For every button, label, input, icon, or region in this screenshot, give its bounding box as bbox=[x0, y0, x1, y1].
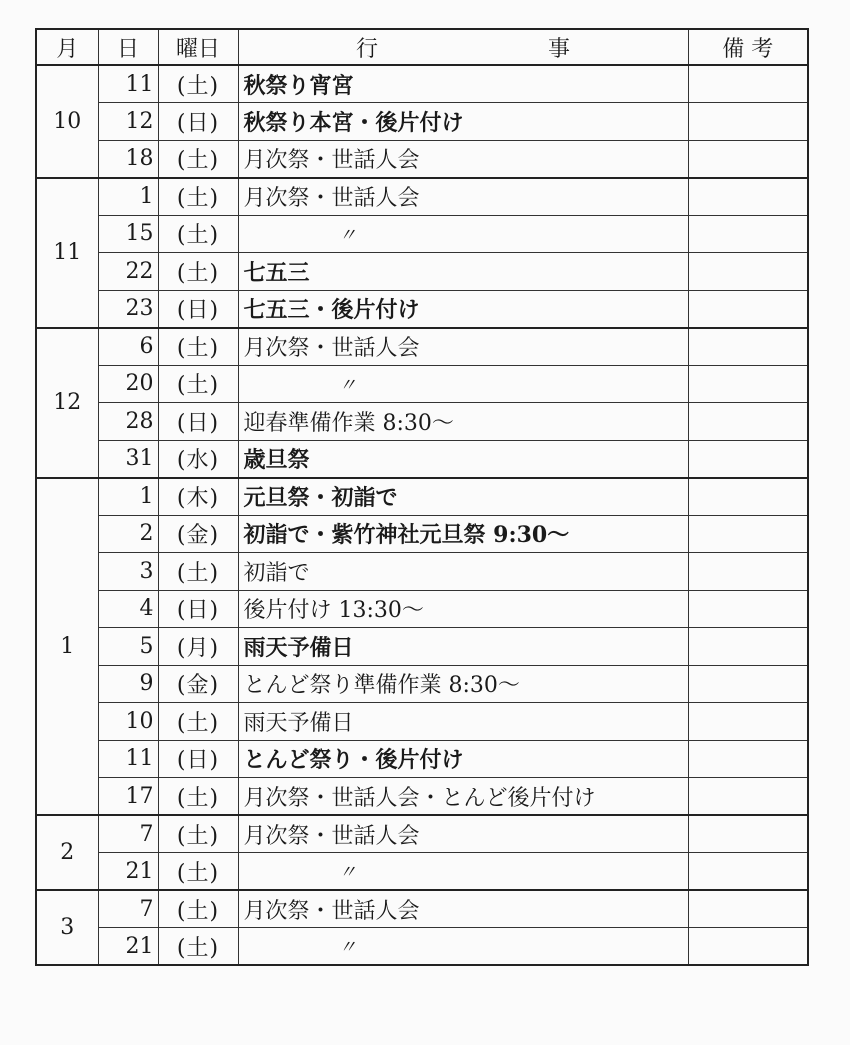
month-cell: 1 bbox=[36, 478, 98, 816]
day-cell: 21 bbox=[98, 928, 158, 966]
day-cell: 3 bbox=[98, 553, 158, 591]
table-row bbox=[36, 928, 808, 966]
schedule-body bbox=[36, 65, 808, 965]
table-row bbox=[36, 703, 808, 741]
month-cell: 10 bbox=[36, 65, 98, 178]
event-cell: 初詣で・紫竹神社元旦祭 9:30～ bbox=[238, 515, 688, 553]
day-cell: 22 bbox=[98, 253, 158, 291]
note-cell bbox=[688, 590, 808, 628]
event-ditto-mark: 〃 bbox=[238, 365, 688, 403]
table-row bbox=[36, 253, 808, 291]
event-cell: 月次祭・世話人会 bbox=[238, 140, 688, 178]
weekday-cell: (土) bbox=[158, 553, 238, 591]
note-cell bbox=[688, 553, 808, 591]
table-row bbox=[36, 365, 808, 403]
note-cell bbox=[688, 140, 808, 178]
note-cell bbox=[688, 365, 808, 403]
day-cell: 2 bbox=[98, 515, 158, 553]
weekday-cell: (土) bbox=[158, 365, 238, 403]
table-row bbox=[36, 778, 808, 816]
day-cell: 5 bbox=[98, 628, 158, 666]
weekday-cell: (日) bbox=[158, 403, 238, 441]
note-cell bbox=[688, 815, 808, 853]
header-day: 日 bbox=[98, 29, 158, 65]
day-cell: 11 bbox=[98, 65, 158, 103]
event-cell: 迎春準備作業 8:30～ bbox=[238, 403, 688, 441]
table-row bbox=[36, 215, 808, 253]
weekday-cell: (日) bbox=[158, 290, 238, 328]
event-cell: 初詣で bbox=[238, 553, 688, 591]
note-cell bbox=[688, 703, 808, 741]
table-row bbox=[36, 553, 808, 591]
event-ditto-mark: 〃 bbox=[238, 928, 688, 966]
weekday-cell: (日) bbox=[158, 590, 238, 628]
table-row bbox=[36, 440, 808, 478]
month-cell: 12 bbox=[36, 328, 98, 478]
note-cell bbox=[688, 178, 808, 216]
note-cell bbox=[688, 928, 808, 966]
day-cell: 18 bbox=[98, 140, 158, 178]
event-cell: 七五三・後片付け bbox=[238, 290, 688, 328]
event-cell: 雨天予備日 bbox=[238, 628, 688, 666]
day-cell: 1 bbox=[98, 478, 158, 516]
weekday-cell: (月) bbox=[158, 628, 238, 666]
note-cell bbox=[688, 290, 808, 328]
event-cell: 秋祭り宵宮 bbox=[238, 65, 688, 103]
event-cell: 月次祭・世話人会・とんど後片付け bbox=[238, 778, 688, 816]
event-ditto-mark: 〃 bbox=[238, 853, 688, 891]
day-cell: 15 bbox=[98, 215, 158, 253]
weekday-cell: (土) bbox=[158, 778, 238, 816]
month-cell: 2 bbox=[36, 815, 98, 890]
day-cell: 7 bbox=[98, 815, 158, 853]
note-cell bbox=[688, 328, 808, 366]
weekday-cell: (木) bbox=[158, 478, 238, 516]
month-cell: 11 bbox=[36, 178, 98, 328]
event-cell: 歳旦祭 bbox=[238, 440, 688, 478]
weekday-cell: (土) bbox=[158, 65, 238, 103]
event-cell: 元旦祭・初詣で bbox=[238, 478, 688, 516]
table-row bbox=[36, 628, 808, 666]
table-row bbox=[36, 515, 808, 553]
note-cell bbox=[688, 853, 808, 891]
weekday-cell: (土) bbox=[158, 815, 238, 853]
header-month: 月 bbox=[36, 29, 98, 65]
table-row bbox=[36, 853, 808, 891]
day-cell: 1 bbox=[98, 178, 158, 216]
day-cell: 10 bbox=[98, 703, 158, 741]
weekday-cell: (金) bbox=[158, 515, 238, 553]
day-cell: 9 bbox=[98, 665, 158, 703]
note-cell bbox=[688, 665, 808, 703]
event-cell: 秋祭り本宮・後片付け bbox=[238, 103, 688, 141]
weekday-cell: (土) bbox=[158, 140, 238, 178]
day-cell: 21 bbox=[98, 853, 158, 891]
weekday-cell: (土) bbox=[158, 853, 238, 891]
weekday-cell: (水) bbox=[158, 440, 238, 478]
weekday-cell: (土) bbox=[158, 890, 238, 928]
table-row bbox=[36, 403, 808, 441]
header-note: 備 考 bbox=[688, 29, 808, 65]
note-cell bbox=[688, 65, 808, 103]
weekday-cell: (土) bbox=[158, 178, 238, 216]
day-cell: 4 bbox=[98, 590, 158, 628]
weekday-cell: (日) bbox=[158, 103, 238, 141]
weekday-cell: (金) bbox=[158, 665, 238, 703]
weekday-cell: (土) bbox=[158, 253, 238, 291]
day-cell: 17 bbox=[98, 778, 158, 816]
note-cell bbox=[688, 478, 808, 516]
note-cell bbox=[688, 440, 808, 478]
table-row bbox=[36, 590, 808, 628]
header-event-right: 事 bbox=[548, 36, 571, 62]
event-cell: 雨天予備日 bbox=[238, 703, 688, 741]
day-cell: 6 bbox=[98, 328, 158, 366]
note-cell bbox=[688, 778, 808, 816]
note-cell bbox=[688, 253, 808, 291]
table-row bbox=[36, 290, 808, 328]
month-cell: 3 bbox=[36, 890, 98, 965]
event-cell: 七五三 bbox=[238, 253, 688, 291]
header-event bbox=[238, 29, 688, 65]
event-cell: 後片付け 13:30～ bbox=[238, 590, 688, 628]
weekday-cell: (土) bbox=[158, 928, 238, 966]
note-cell bbox=[688, 628, 808, 666]
weekday-cell: (土) bbox=[158, 328, 238, 366]
event-ditto-mark: 〃 bbox=[238, 215, 688, 253]
day-cell: 20 bbox=[98, 365, 158, 403]
table-row bbox=[36, 665, 808, 703]
note-cell bbox=[688, 403, 808, 441]
header-dow: 曜日 bbox=[158, 29, 238, 65]
weekday-cell: (土) bbox=[158, 215, 238, 253]
event-schedule-table bbox=[35, 28, 809, 966]
header-row bbox=[36, 29, 808, 65]
table-row bbox=[36, 478, 808, 516]
header-event-left: 行 bbox=[355, 36, 378, 62]
table-row bbox=[36, 103, 808, 141]
event-cell: 月次祭・世話人会 bbox=[238, 890, 688, 928]
day-cell: 28 bbox=[98, 403, 158, 441]
weekday-cell: (日) bbox=[158, 740, 238, 778]
day-cell: 23 bbox=[98, 290, 158, 328]
table-row bbox=[36, 328, 808, 366]
note-cell bbox=[688, 103, 808, 141]
day-cell: 7 bbox=[98, 890, 158, 928]
day-cell: 31 bbox=[98, 440, 158, 478]
table-row bbox=[36, 815, 808, 853]
note-cell bbox=[688, 515, 808, 553]
note-cell bbox=[688, 740, 808, 778]
event-cell: 月次祭・世話人会 bbox=[238, 178, 688, 216]
day-cell: 11 bbox=[98, 740, 158, 778]
table-row bbox=[36, 65, 808, 103]
table-row bbox=[36, 178, 808, 216]
day-cell: 12 bbox=[98, 103, 158, 141]
table-row bbox=[36, 740, 808, 778]
note-cell bbox=[688, 215, 808, 253]
event-cell: 月次祭・世話人会 bbox=[238, 328, 688, 366]
table-row bbox=[36, 890, 808, 928]
event-cell: とんど祭り準備作業 8:30～ bbox=[238, 665, 688, 703]
event-cell: 月次祭・世話人会 bbox=[238, 815, 688, 853]
note-cell bbox=[688, 890, 808, 928]
weekday-cell: (土) bbox=[158, 703, 238, 741]
table-row bbox=[36, 140, 808, 178]
event-cell: とんど祭り・後片付け bbox=[238, 740, 688, 778]
